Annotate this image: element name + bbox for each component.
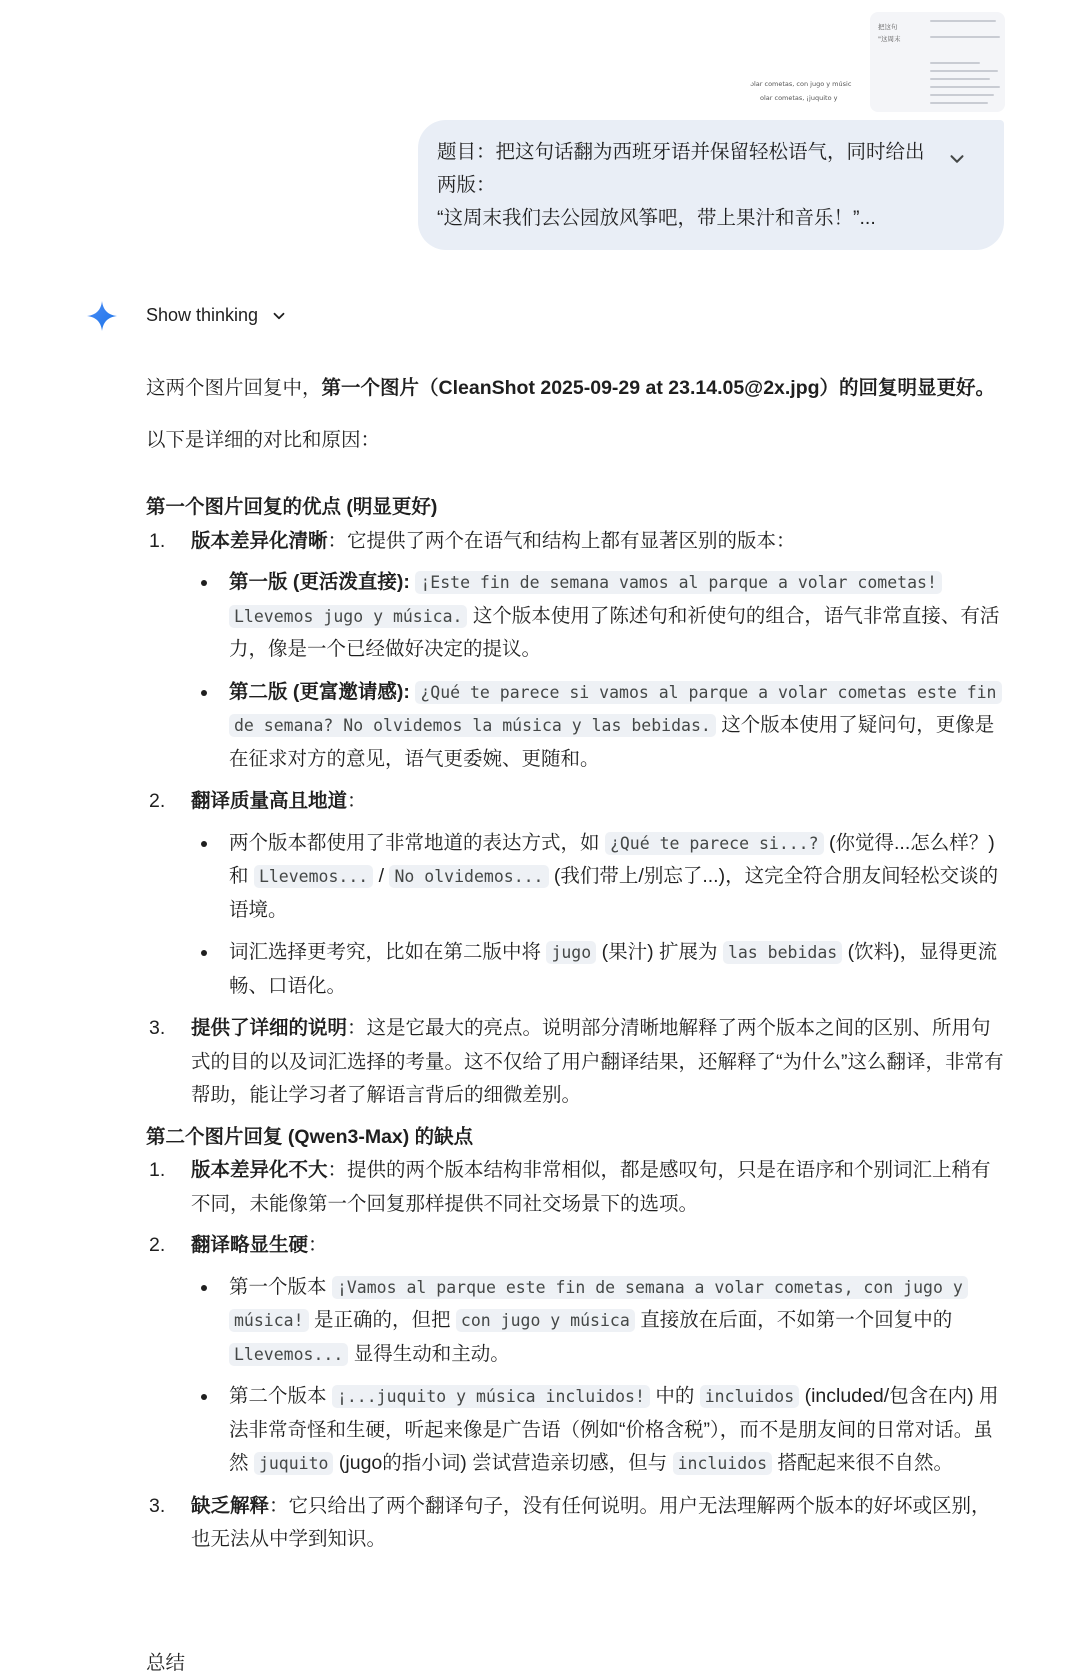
list-item: 3. 缺乏解释：它只给出了两个翻译句子，没有任何说明。用户无法理解两个版本的好坏或区别，也无法从中学到知识。 — [149, 1494, 991, 1550]
summary-heading: 总结 — [146, 1652, 186, 1674]
thumb-text: 把这句 — [878, 23, 898, 31]
chevron-down-icon — [270, 307, 288, 325]
prompt-line: 两版： — [437, 174, 496, 196]
show-thinking-label: Show thinking — [146, 305, 259, 325]
gemini-spark-icon — [86, 300, 118, 332]
prompt-line: 题目：把这句话翻为西班牙语并保留轻松语气，同时给出 — [437, 141, 925, 163]
section-heading: 第二个图片回复 (Qwen3-Max) 的缺点 — [146, 1125, 474, 1148]
list-item: 1. 版本差异化不大：提供的两个版本结构非常相似，都是感叹句，只是在语序和个别词汇上稍有不同，未能像第一个回复那样提供不同社交场景下的选项。 — [149, 1159, 991, 1215]
response-detail-intro: 以下是详细的对比和原因： — [146, 428, 381, 451]
user-prompt-bubble — [418, 120, 1004, 250]
list-item: 3. 提供了详细的说明：这是它最大的亮点。说明部分清晰地解释了两个版本之间的区别、所用句式的目的以及词汇选择的考量。这不仅给了用户翻译结果，还解释了“为什么”这么翻译，非常有帮助，能让学习者了解语言背后的细微差别。 — [149, 1017, 1004, 1106]
section1-list — [146, 525, 1008, 1113]
list-item: 1. 版本差异化清晰：它提供了两个在语气和结构上都有显著区别的版本： 第一版 (更活泼直接): ¡Este fin de semana vamos al parque a volar cometas! Llevemos jugo y música. 这个版本使用了陈述句和祈使句的组合，语气非常直接、有活力，像是一个已经做好决定的提议。 第二版 (更富邀请感): ¿Qué te parece si vamos al parque a volar cometas este fin de semana? No olvidemos la música y las bebidas. 这个版本使用了疑问句，更像是在征求对方的意见，语气更委婉、更随和。 — [146, 525, 1008, 777]
sub-list-item: 词汇选择更考究，比如在第二版中将 jugo (果汁) 扩展为 las bebidas (饮料)，显得更流畅、口语化。 — [191, 936, 1008, 1003]
thumb-text: "这周末 — [878, 35, 901, 43]
thumb-text: olar cometas, ¡juquito y — [760, 94, 838, 102]
chevron-down-icon[interactable] — [946, 148, 968, 170]
sub-list-item: 第一个版本 ¡Vamos al parque este fin de semana a volar cometas, con jugo y música! 是正确的，但把 con jugo y música 直接放在后面，不如第一个回复中的 Llevemos... 显得生动和主动。 — [191, 1271, 1008, 1372]
sub-list-item: 两个版本都使用了非常地道的表达方式，如 ¿Qué te parece si...? (你觉得...怎么样？) 和 Llevemos... / No olvidemos... (我们带上/别忘了...)，这完全符合朋友间轻松交谈的语境。 — [191, 827, 1008, 928]
attachment-thumbnails[interactable] — [750, 12, 1005, 112]
prompt-line: “这周末我们去公园放风筝吧，带上果汁和音乐！”... — [437, 207, 876, 229]
sub-list-item: 第一版 (更活泼直接): ¡Este fin de semana vamos al parque a volar cometas! Llevemos jugo y música. 这个版本使用了陈述句和祈使句的组合，语气非常直接、有活力，像是一个已经做好决定的提议。 — [191, 566, 1008, 667]
sub-list-item: 第二版 (更富邀请感): ¿Qué te parece si vamos al parque a volar cometas este fin de semana? No olvidemos la música y las bebidas. 这个版本使用了疑问句，更像是在征求对方的意见，语气更委婉、更随和。 — [191, 676, 1008, 777]
list-item: 2. 翻译略显生硬： 第一个版本 ¡Vamos al parque este fin de semana a volar cometas, con jugo y música! 是正确的，但把 con jugo y música 直接放在后面，不如第一个回复中的 Llevemos... 显得生动和主动。 第二个版本 ¡...juquito y música incluidos! 中的 incluidos (included/包含在内) 用法非常奇怪和生硬，听起来像是广告语（例如“价格含税”），而不是朋友间的日常对话。虽然 juquito (jugo的指小词) 尝试营造亲切感，但与 incluidos 搭配起来很不自然。 — [146, 1229, 1008, 1481]
show-thinking-toggle[interactable] — [146, 305, 288, 326]
thumb-text: olar cometas, con jugo y músic — [750, 80, 852, 88]
sub-list-item: 第二个版本 ¡...juquito y música incluidos! 中的 incluidos (included/包含在内) 用法非常奇怪和生硬，听起来像是广告语（例如“价格含税”），而不是朋友间的日常对话。虽然 juquito (jugo的指小词) 尝试营造亲切感，但与 incluidos 搭配起来很不自然。 — [191, 1380, 1008, 1481]
section-heading: 第一个图片回复的优点 (明显更好) — [146, 496, 438, 518]
attachment-image-1[interactable] — [750, 80, 860, 120]
model-response — [146, 372, 1008, 1565]
list-item: 2. 翻译质量高且地道： 两个版本都使用了非常地道的表达方式，如 ¿Qué te parece si...? (你觉得...怎么样？) 和 Llevemos... / No olvidemos... (我们带上/别忘了...)，这完全符合朋友间轻松交谈的语境。 词汇选择更考究，比如在第二版中将 jugo (果汁) 扩展为 las bebidas (饮料)，显得更流畅、口语化。 — [146, 785, 1008, 1003]
response-intro: 这两个图片回复中，第一个图片（CleanShot 2025-09-29 at 23.14.05@2x.jpg）的回复明显更好。 — [146, 377, 996, 399]
section2-list — [146, 1154, 1008, 1557]
attachment-image-2[interactable] — [870, 12, 1005, 112]
